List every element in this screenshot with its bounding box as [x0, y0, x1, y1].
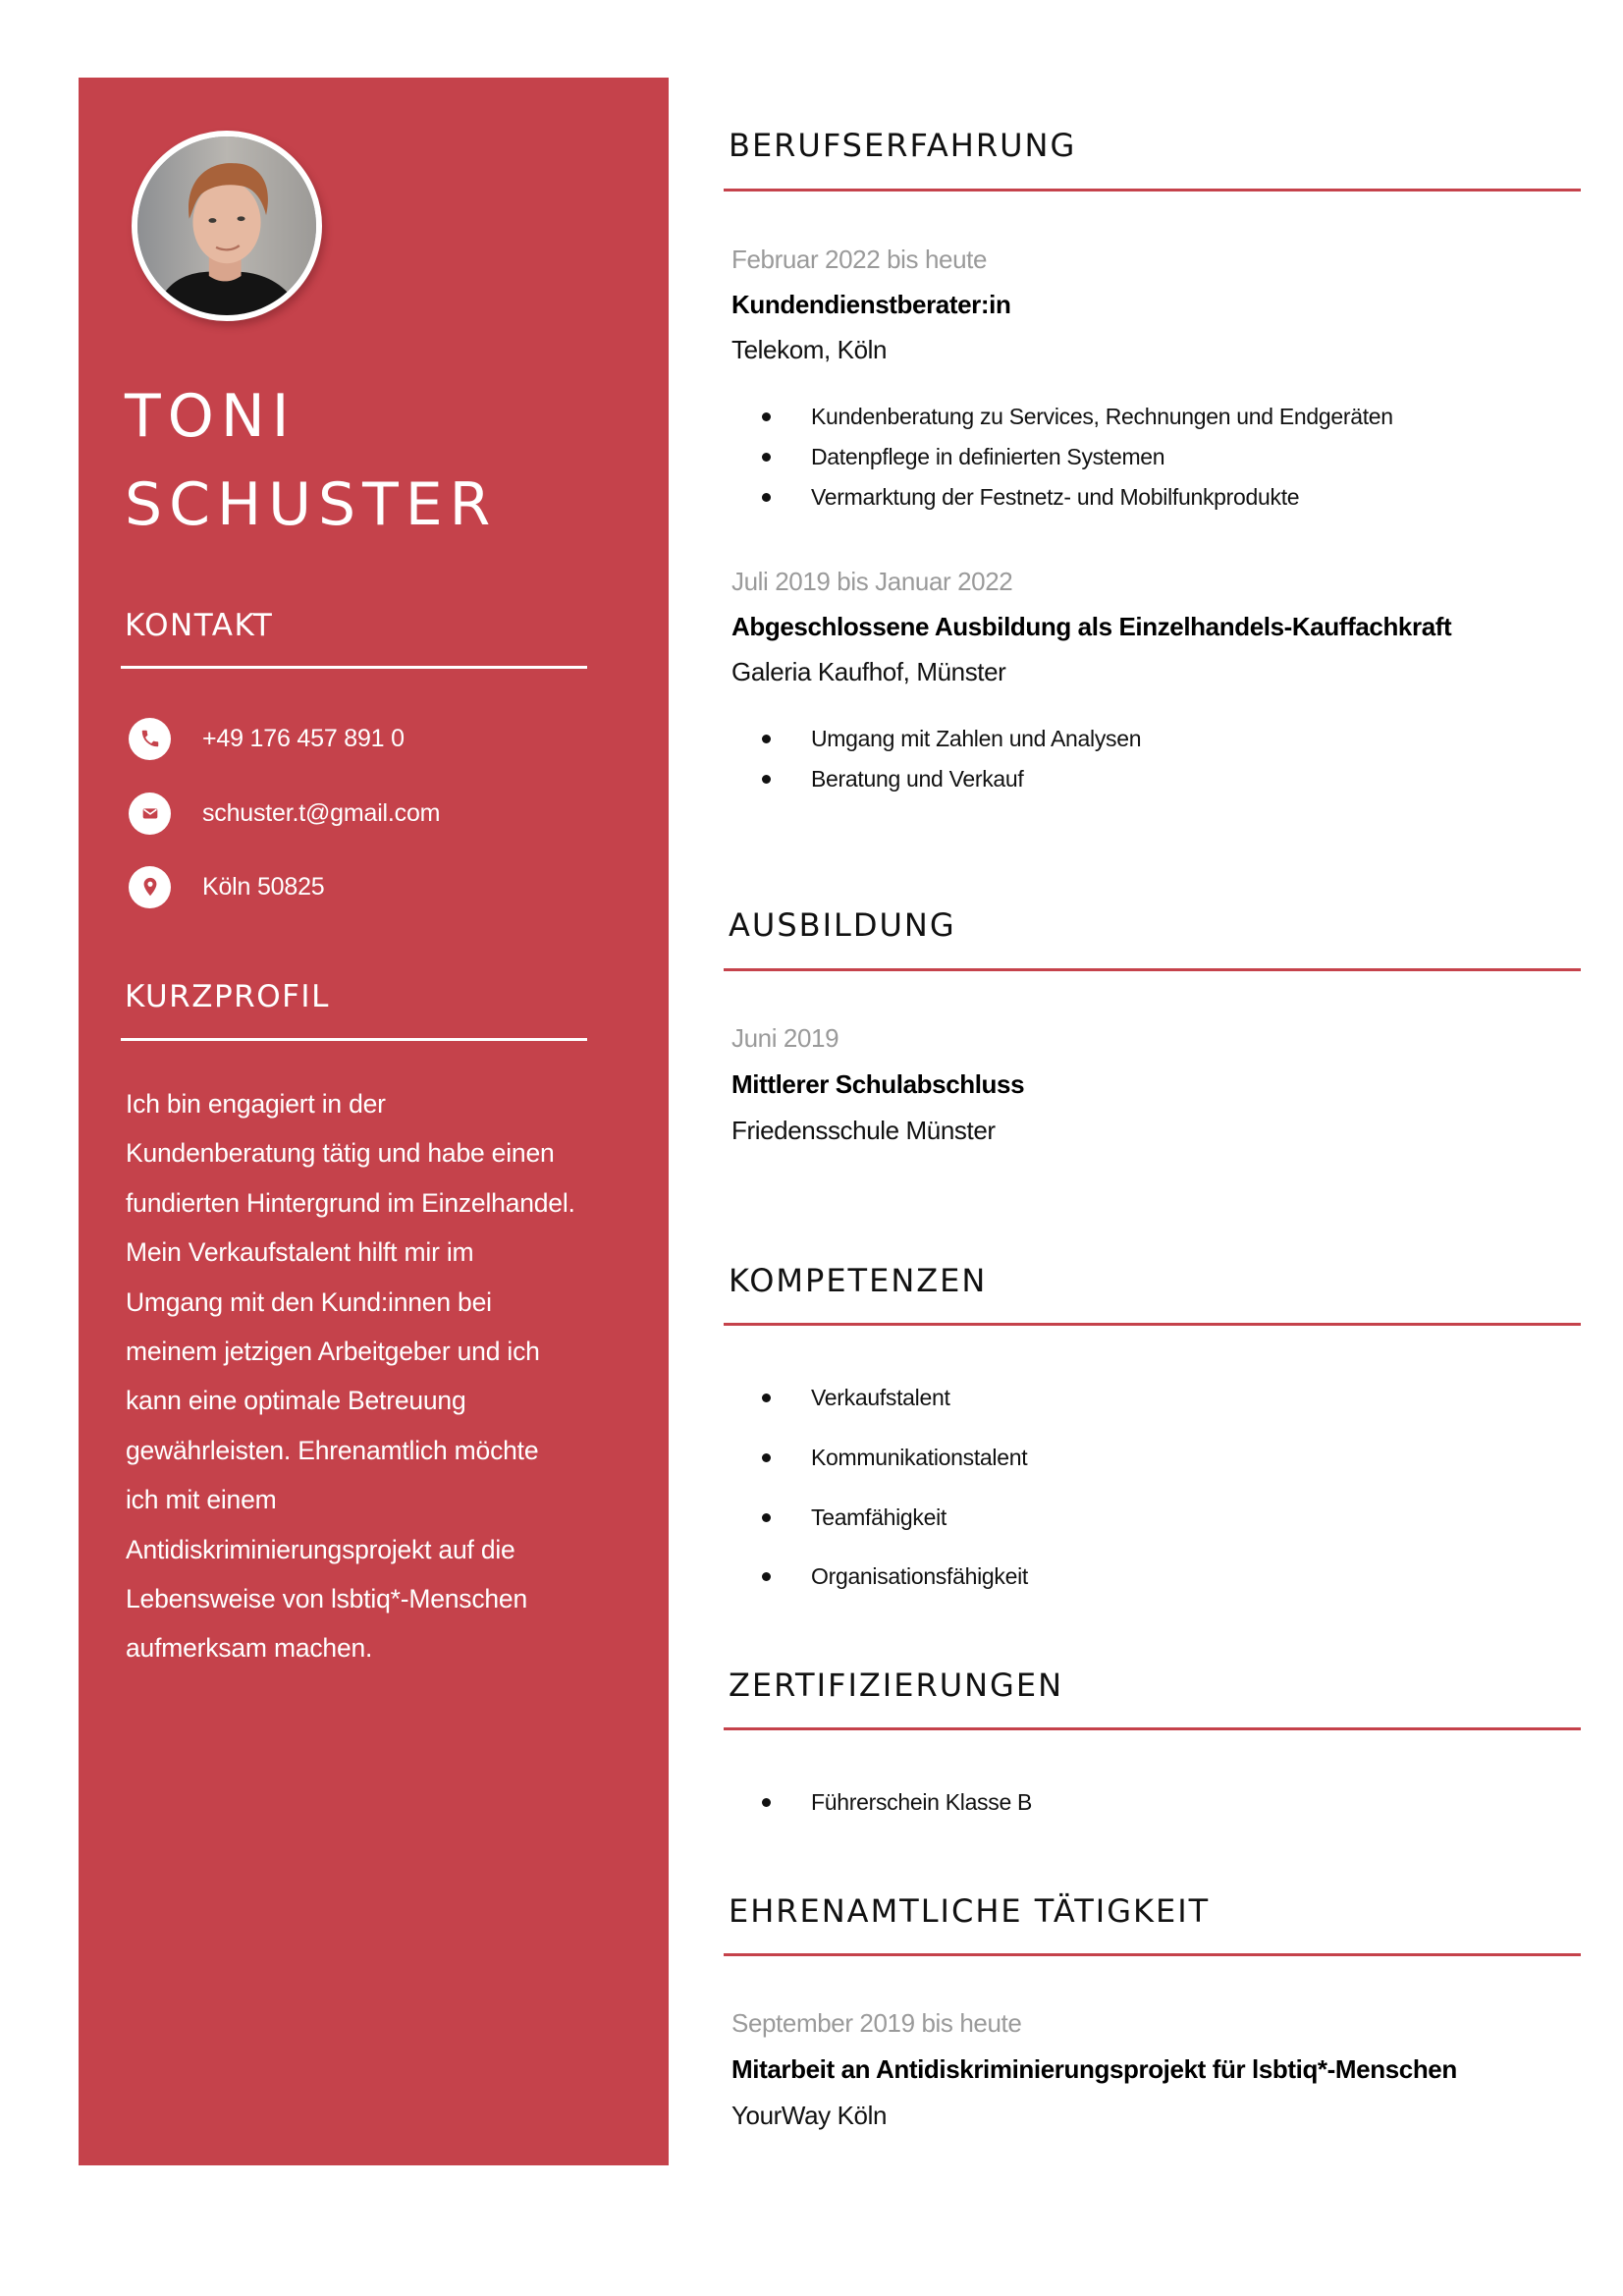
bullet-icon — [762, 453, 771, 462]
skills-divider — [724, 1323, 1581, 1326]
profile-line: Mein Verkaufstalent hilft mir im — [126, 1237, 474, 1268]
experience-heading: BERUFSERFAHRUNG — [729, 127, 1077, 164]
profile-line: ich mit einem — [126, 1485, 277, 1515]
profile-line: Kundenberatung tätig und habe einen — [126, 1138, 555, 1169]
profile-divider — [121, 1038, 587, 1041]
education-divider — [724, 968, 1581, 971]
avatar-photo-icon — [137, 137, 316, 315]
contact-divider — [121, 666, 587, 669]
entry-date: Juni 2019 — [731, 1023, 839, 1053]
last-name: SCHUSTER — [125, 470, 498, 539]
bullet-icon — [762, 1572, 771, 1581]
entry-org: YourWay Köln — [731, 2101, 888, 2130]
entry-title: Mitarbeit an Antidiskriminierungsprojekt für lsbtiq*-Menschen — [731, 2054, 1457, 2084]
mail-icon — [129, 793, 171, 835]
phone-number[interactable]: +49 176 457 891 0 — [202, 724, 405, 752]
bullet-icon — [762, 735, 771, 743]
entry-org: Friedensschule Münster — [731, 1116, 996, 1145]
bullet-icon — [762, 1513, 771, 1522]
skills-heading: KOMPETENZEN — [729, 1262, 988, 1299]
bullet-icon — [762, 1453, 771, 1462]
profile-line: Lebensweise von lsbtiq*-Menschen — [126, 1584, 528, 1614]
profile-line: meinem jetzigen Arbeitgeber und ich — [126, 1337, 540, 1367]
contact-phone — [129, 717, 405, 760]
profile-line: fundierten Hintergrund im Einzelhandel. — [126, 1187, 575, 1218]
profile-line: kann eine optimale Betreuung — [126, 1386, 466, 1416]
profile-line: Antidiskriminierungsprojekt auf die — [126, 1534, 515, 1564]
entry-title: Abgeschlossene Ausbildung als Einzelhandels-Kauffachkraft — [731, 612, 1452, 641]
profile-line: gewährleisten. Ehrenamtlich möchte — [126, 1435, 539, 1465]
entry-date: September 2019 bis heute — [731, 2008, 1022, 2038]
profile-line: Umgang mit den Kund:innen bei — [126, 1286, 492, 1317]
bullet-icon — [762, 412, 771, 421]
volunteering-divider — [724, 1953, 1581, 1956]
contact-heading: KONTAKT — [125, 608, 274, 643]
sidebar — [79, 78, 669, 2165]
entry-title: Kundendienstberater:in — [731, 290, 1011, 319]
bullet-icon — [762, 493, 771, 502]
entry-org: Telekom, Köln — [731, 335, 888, 364]
entry-org: Galeria Kaufhof, Münster — [731, 657, 1006, 686]
contact-location — [129, 865, 325, 908]
email-address[interactable]: schuster.t@gmail.com — [202, 798, 441, 827]
contact-email — [129, 792, 440, 835]
profile-photo — [132, 131, 322, 321]
experience-divider — [724, 189, 1581, 191]
bullet-icon — [762, 775, 771, 784]
education-heading: AUSBILDUNG — [729, 906, 956, 944]
entry-date: Februar 2022 bis heute — [731, 245, 988, 274]
bullet-icon — [762, 1394, 771, 1402]
entry-date: Juli 2019 bis Januar 2022 — [731, 567, 1013, 596]
location-pin-icon — [129, 866, 171, 908]
profile-heading: KURZPROFIL — [125, 979, 330, 1014]
entry-title: Mittlerer Schulabschluss — [731, 1069, 1025, 1099]
certifications-divider — [724, 1727, 1581, 1730]
bullet-icon — [762, 1798, 771, 1807]
profile-line: aufmerksam machen. — [126, 1633, 373, 1664]
certifications-heading: ZERTIFIZIERUNGEN — [729, 1667, 1063, 1704]
location: Köln 50825 — [202, 872, 325, 901]
first-name: TONI — [125, 382, 297, 451]
profile-summary — [126, 1079, 636, 1673]
profile-line: Ich bin engagiert in der — [126, 1089, 386, 1119]
candidate-name — [125, 372, 497, 549]
volunteering-heading: EHRENAMTLICHE TÄTIGKEIT — [729, 1892, 1211, 1930]
phone-icon — [129, 718, 171, 760]
